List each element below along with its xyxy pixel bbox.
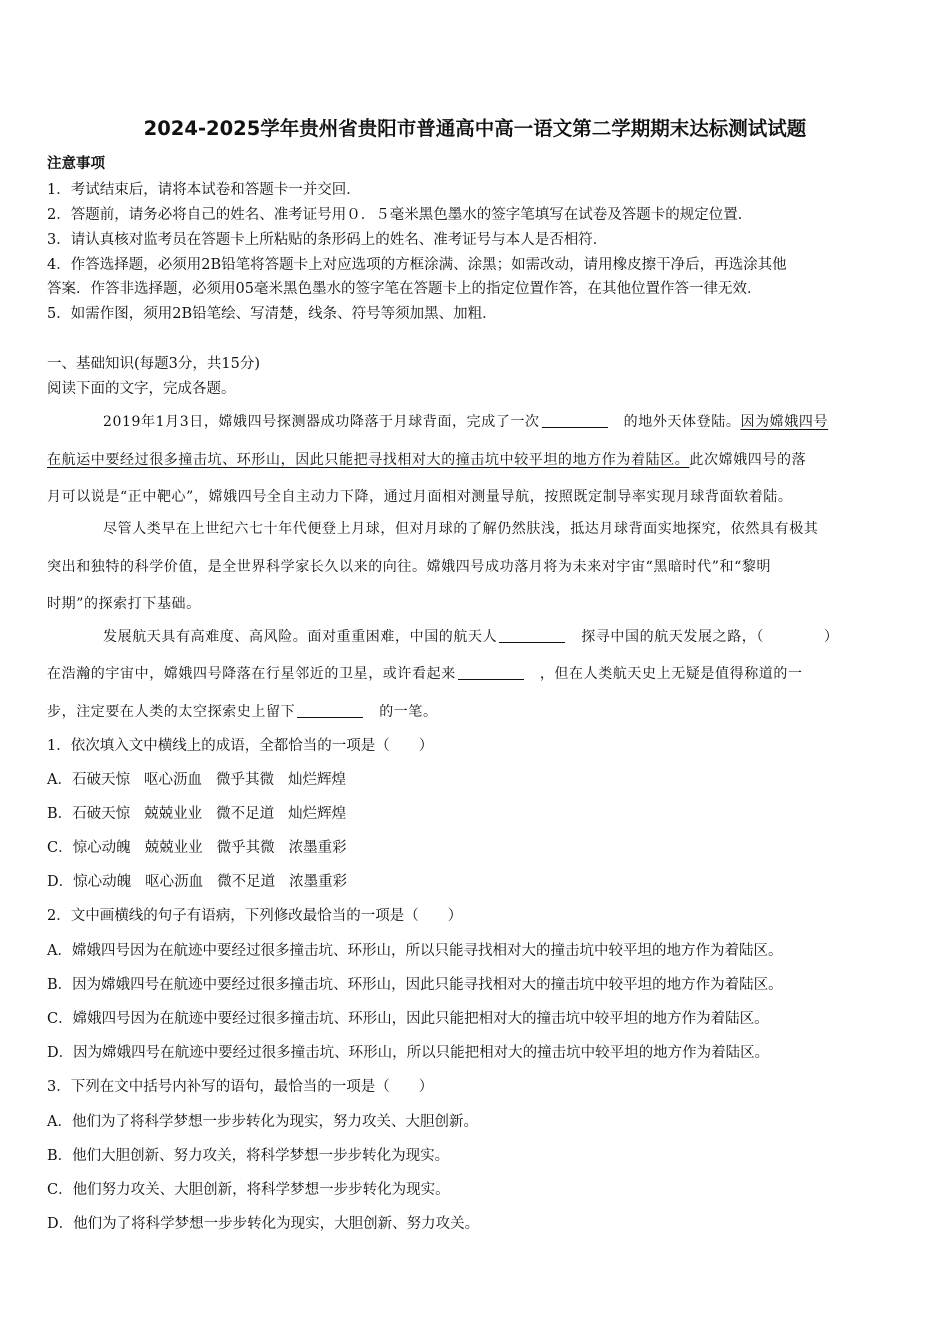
question-option: B．他们大胆创新、努力攻关，将科学梦想一步步转化为现实。: [47, 1148, 450, 1164]
question-option: B．因为嫦娥四号在航迹中要经过很多撞击坑、环形山，因此只能寻找相对大的撞击坑中较平坦的地方作为着陆区。: [47, 977, 783, 993]
answer-blank: [499, 628, 565, 643]
question-option: A．他们为了将科学梦想一步步转化为现实，努力攻关、大胆创新。: [47, 1114, 478, 1130]
passage-line: 尽管人类早在上世纪六七十年代便登上月球，但对月球的了解仍然肤浅，抵达月球背面实地探究，依然具有极其: [103, 521, 819, 537]
page-title: 2024-2025学年贵州省贵阳市普通高中高一语文第二学期期末达标测试试题: [143, 117, 807, 140]
notes-item: 3．请认真核对监考员在答题卡上所粘贴的条形码上的姓名、准考证号与本人是否相符．: [47, 232, 608, 248]
passage-line: 在浩瀚的宇宙中，嫦娥四号降落在行星邻近的卫星，或许看起来 ，但在人类航天史上无疑是值得称道的一: [47, 666, 803, 682]
question-stem: 1．依次填入文中横线上的成语，全都恰当的一项是（ ）: [47, 738, 434, 754]
notes-heading: 注意事项: [47, 155, 105, 172]
question-option: D．惊心动魄 呕心沥血 微不足道 浓墨重彩: [47, 874, 348, 890]
passage-line: 发展航天具有高难度、高风险。面对重重困难，中国的航天人 探寻中国的航天发展之路，（ ）: [103, 629, 839, 645]
question-option: D．因为嫦娥四号在航迹中要经过很多撞击坑、环形山，所以只能把相对大的撞击坑中较平坦的地方作为着陆区。: [47, 1045, 770, 1061]
notes-item: 答案．作答非选择题，必须用05毫米黑色墨水的签字笔在答题卡上的指定位置作答，在其他位置作答一律无效．: [47, 281, 762, 297]
passage-line: 月可以说是“正中靶心”，嫦娥四号全自主动力下降，通过月面相对测量导航，按照既定制导率实现月球背面软着陆。: [47, 489, 793, 505]
question-option: C．嫦娥四号因为在航迹中要经过很多撞击坑、环形山，因此只能把相对大的撞击坑中较平坦的地方作为着陆区。: [47, 1011, 769, 1027]
section-heading: 一、基础知识(每题3分，共15分): [47, 356, 260, 372]
answer-blank: [458, 665, 524, 680]
passage-line: 步，注定要在人类的太空探索史上留下 的一笔。: [47, 704, 438, 720]
reading-intro: 阅读下面的文字，完成各题。: [47, 381, 236, 397]
passage-line: 在航运中要经过很多撞击坑、环形山，因此只能把寻找相对大的撞击坑中较平坦的地方作为着陆区。此次嫦娥四号的落: [47, 452, 807, 468]
notes-item: 4．作答选择题，必须用2B铅笔将答题卡上对应选项的方框涂满、涂黑；如需改动，请用橡皮擦干净后，再选涂其他: [47, 257, 787, 273]
passage-line: 2019年1月3日，嫦娥四号探测器成功降落于月球背面，完成了一次 的地外天体登陆。因为嫦娥四号: [103, 414, 829, 430]
passage-line: 时期”的探索打下基础。: [47, 596, 201, 612]
question-option: D．他们为了将科学梦想一步步转化为现实，大胆创新、努力攻关。: [47, 1216, 480, 1232]
question-stem: 3．下列在文中括号内补写的语句，最恰当的一项是（ ）: [47, 1079, 434, 1095]
underlined-sentence: 在航运中要经过很多撞击坑、环形山，因此只能把寻找相对大的撞击坑中较平坦的地方作为着陆区。: [47, 452, 690, 468]
question-stem: 2．文中画横线的句子有语病，下列修改最恰当的一项是（ ）: [47, 908, 463, 924]
question-option: B．石破天惊 兢兢业业 微不足道 灿烂辉煌: [47, 806, 347, 822]
passage-line: 突出和独特的科学价值，是全世界科学家长久以来的向往。嫦娥四号成功落月将为未来对宇宙“黑暗时代”和“黎明: [47, 559, 772, 575]
answer-blank: [297, 703, 363, 718]
question-option: A．石破天惊 呕心沥血 微乎其微 灿烂辉煌: [47, 772, 346, 788]
notes-item: 5．如需作图，须用2B铅笔绘、写清楚，线条、符号等须加黑、加粗．: [47, 306, 497, 322]
notes-item: 2．答题前，请务必将自己的姓名、准考证号用０．５毫米黑色墨水的签字笔填写在试卷及答题卡的规定位置．: [47, 207, 753, 223]
answer-blank: [542, 413, 608, 428]
underlined-sentence: 因为嫦娥四号: [740, 414, 829, 430]
question-option: C．他们努力攻关、大胆创新，将科学梦想一步步转化为现实。: [47, 1182, 450, 1198]
question-option: C．惊心动魄 兢兢业业 微乎其微 浓墨重彩: [47, 840, 347, 856]
question-option: A．嫦娥四号因为在航迹中要经过很多撞击坑、环形山，所以只能寻找相对大的撞击坑中较平坦的地方作为着陆区。: [47, 943, 783, 959]
notes-item: 1．考试结束后，请将本试卷和答题卡一并交回．: [47, 182, 361, 198]
